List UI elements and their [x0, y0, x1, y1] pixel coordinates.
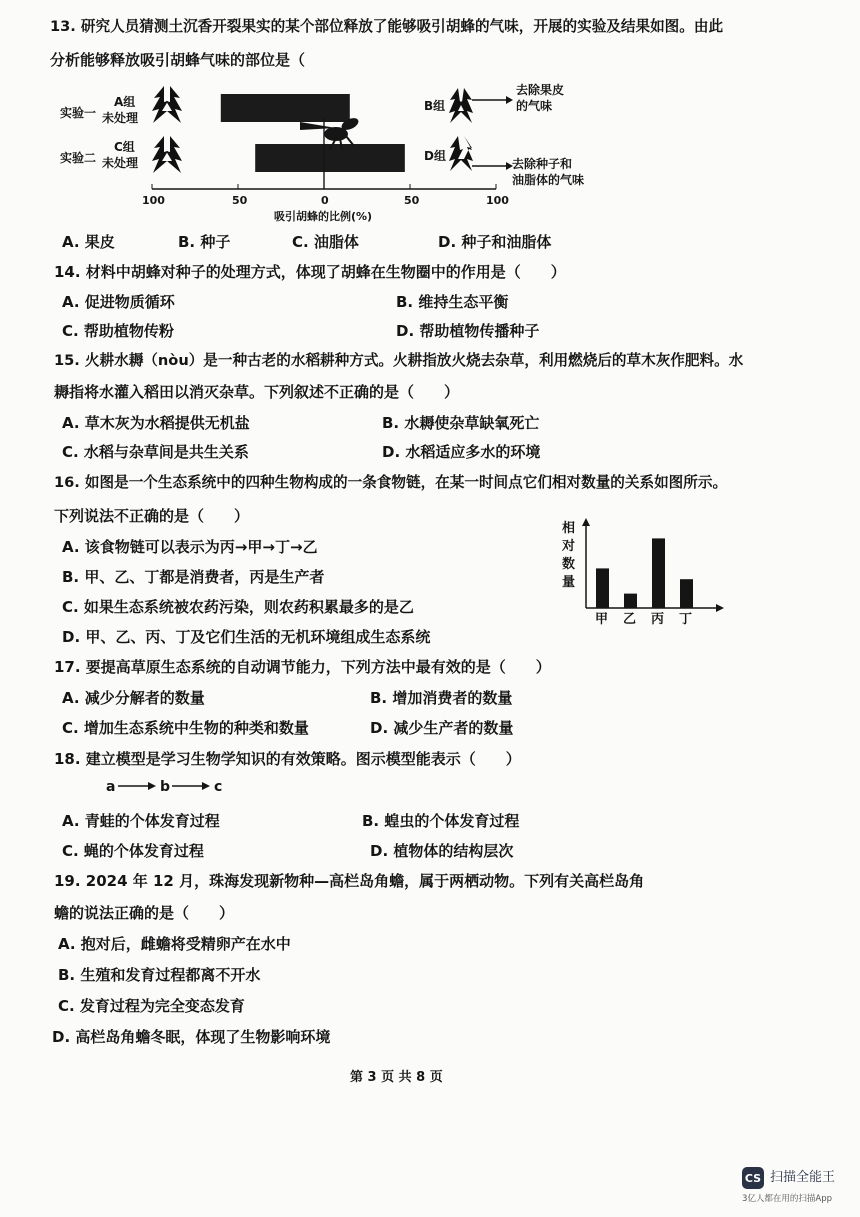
q17-stem: 17. 要提高草原生态系统的自动调节能力，下列方法中最有效的是（ ）: [54, 658, 551, 676]
page-footer: 第 3 页 共 8 页: [350, 1070, 443, 1085]
bar-groupB: [324, 94, 350, 122]
tick-label: 0: [321, 194, 329, 207]
q16-stem-line2: 下列说法不正确的是（ ）: [54, 507, 250, 525]
y-label-char: 对: [562, 539, 576, 554]
q14-option-b[interactable]: B. 维持生态平衡: [396, 293, 509, 311]
label-exp2: 实验二: [60, 151, 97, 165]
y-label-char: 数: [562, 557, 576, 572]
q16-bar-chart: [560, 516, 730, 628]
tick-label: 50: [232, 194, 248, 207]
q15-option-d[interactable]: D. 水稻适应多水的环境: [382, 443, 541, 461]
q13-stem-line1: 13. 研究人员猜测土沉香开裂果实的某个部位释放了能够吸引胡蜂的气味，开展的实验及结果如图。由此: [50, 18, 724, 35]
q13-option-a[interactable]: A. 果皮: [62, 233, 115, 251]
q18-stem: 18. 建立模型是学习生物学知识的有效策略。图示模型能表示（ ）: [54, 750, 521, 768]
q18-model-diagram: [104, 776, 234, 798]
note-d-1: 去除种子和: [512, 157, 573, 171]
q17-option-d[interactable]: D. 减少生产者的数量: [370, 719, 514, 737]
model-node-c: c: [214, 779, 223, 795]
category-label: 甲: [595, 612, 609, 627]
q18-option-b[interactable]: B. 蝗虫的个体发育过程: [362, 812, 520, 830]
label-groupD: D组: [424, 149, 446, 163]
bar-乙: [624, 594, 637, 608]
q19-option-b[interactable]: B. 生殖和发育过程都离不开水: [58, 966, 261, 984]
bar-groupD: [324, 144, 405, 172]
q13-stem-line2: 分析能够释放吸引胡蜂气味的部位是（: [50, 51, 306, 69]
q18-option-c[interactable]: C. 蝇的个体发育过程: [62, 842, 204, 860]
label-groupA-2: 未处理: [102, 111, 139, 125]
category-label: 丙: [651, 612, 665, 627]
scanner-logo-icon: CS: [742, 1167, 764, 1189]
q14-option-c[interactable]: C. 帮助植物传粉: [62, 322, 174, 340]
q13-experiment-figure: [40, 78, 600, 226]
bar-甲: [596, 568, 609, 608]
q16-option-b[interactable]: B. 甲、乙、丁都是消费者，丙是生产者: [62, 568, 325, 586]
tick-label: 100: [486, 194, 509, 207]
label-groupB: B组: [424, 99, 446, 113]
label-groupC-2: 未处理: [102, 156, 139, 170]
bar-groupA: [221, 94, 324, 122]
q19-stem-line1: 19. 2024 年 12 月，珠海发现新物种—高栏岛角蟾，属于两栖动物。下列有关高栏岛角: [54, 872, 645, 890]
fruit-icon-c: [152, 136, 182, 173]
q17-option-c[interactable]: C. 增加生态系统中生物的种类和数量: [62, 719, 309, 737]
watermark-name: 扫描全能王: [770, 1170, 836, 1185]
q14-option-d[interactable]: D. 帮助植物传播种子: [396, 322, 540, 340]
q15-option-c[interactable]: C. 水稻与杂草间是共生关系: [62, 443, 249, 461]
note-b-1: 去除果皮: [516, 83, 565, 97]
fruit-icon-a: [152, 86, 182, 123]
bar-丙: [652, 538, 665, 608]
y-label-char: 相: [562, 521, 576, 536]
q16-option-d[interactable]: D. 甲、乙、丙、丁及它们生活的无机环境组成生态系统: [62, 628, 431, 646]
q15-stem-line2: 耨指将水灌入稻田以消灭杂草。下列叙述不正确的是（ ）: [54, 383, 460, 401]
note-b-2: 的气味: [516, 99, 553, 113]
label-groupC-1: C组: [114, 140, 135, 154]
fruit-icon-b: [449, 88, 473, 123]
watermark-tagline: 3亿人都在用的扫描App: [742, 1194, 833, 1204]
bar-groupC: [255, 144, 324, 172]
q17-option-a[interactable]: A. 减少分解者的数量: [62, 689, 205, 707]
label-groupA-1: A组: [114, 95, 136, 109]
q13-option-c[interactable]: C. 油脂体: [292, 233, 359, 251]
y-label-char: 量: [562, 575, 576, 590]
label-exp1: 实验一: [60, 106, 97, 120]
q15-option-b[interactable]: B. 水耨使杂草缺氧死亡: [382, 414, 540, 432]
q18-option-a[interactable]: A. 青蛙的个体发育过程: [62, 812, 220, 830]
q19-option-c[interactable]: C. 发育过程为完全变态发育: [58, 997, 245, 1015]
q16-stem-line1: 16. 如图是一个生态系统中的四种生物构成的一条食物链，在某一时间点它们相对数量的关系如图所示。: [54, 474, 728, 491]
tick-label: 100: [142, 194, 165, 207]
model-node-a: a: [106, 779, 116, 795]
q19-stem-line2: 蟾的说法正确的是（ ）: [54, 904, 235, 922]
q13-option-d[interactable]: D. 种子和油脂体: [438, 233, 552, 251]
model-node-b: b: [160, 779, 171, 795]
q15-option-a[interactable]: A. 草木灰为水稻提供无机盐: [62, 414, 250, 432]
q14-option-a[interactable]: A. 促进物质循环: [62, 293, 175, 311]
q13-option-b[interactable]: B. 种子: [178, 233, 231, 251]
fruit-icon-d: [449, 136, 473, 171]
q19-option-d[interactable]: D. 高栏岛角蟾冬眠，体现了生物影响环境: [52, 1028, 331, 1046]
q14-stem: 14. 材料中胡蜂对种子的处理方式，体现了胡蜂在生物圈中的作用是（ ）: [54, 263, 566, 281]
category-label: 丁: [679, 612, 693, 627]
q15-stem-line1: 15. 火耕水耨（nòu）是一种古老的水稻耕种方式。火耕指放火烧去杂草，利用燃烧后的草木灰作肥料。水: [54, 352, 744, 369]
q18-option-d[interactable]: D. 植物体的结构层次: [370, 842, 514, 860]
q17-option-b[interactable]: B. 增加消费者的数量: [370, 689, 513, 707]
tick-label: 50: [404, 194, 420, 207]
q19-option-a[interactable]: A. 抱对后，雌蟾将受精卵产在水中: [58, 935, 291, 953]
axis-label: 吸引胡蜂的比例(%): [274, 210, 373, 223]
q16-option-c[interactable]: C. 如果生态系统被农药污染，则农药积累最多的是乙: [62, 598, 414, 616]
category-label: 乙: [623, 612, 637, 627]
bar-丁: [680, 579, 693, 608]
q16-option-a[interactable]: A. 该食物链可以表示为丙→甲→丁→乙: [62, 538, 318, 556]
note-d-2: 油脂体的气味: [512, 173, 585, 187]
